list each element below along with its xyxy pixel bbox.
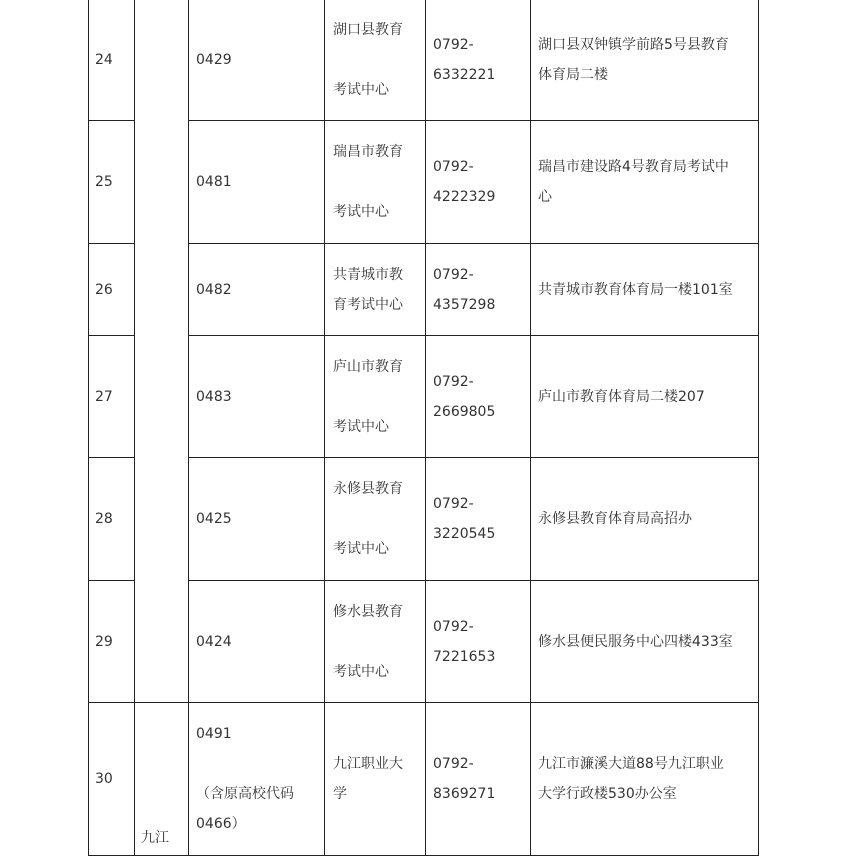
table-row xyxy=(89,336,759,458)
table-row xyxy=(89,121,759,244)
code-cell: 0491 （含原高校代码 0466） xyxy=(189,703,325,856)
exam-center-name: 庐山市教育 考试中心 xyxy=(325,336,426,458)
phone-cell: 0792- 2669805 xyxy=(426,336,531,458)
exam-center-name: 湖口县教育 考试中心 xyxy=(325,0,426,121)
code-cell: 0481 xyxy=(189,121,325,244)
address-cell: 修水县便民服务中心四楼433室 xyxy=(531,581,759,703)
exam-center-name: 共青城市教 育考试中心 xyxy=(325,244,426,336)
row-number: 27 xyxy=(89,336,135,458)
phone-cell: 0792- 3220545 xyxy=(426,458,531,581)
row-number: 24 xyxy=(89,0,135,121)
phone-cell: 0792- 6332221 xyxy=(426,0,531,121)
phone-cell: 0792- 4222329 xyxy=(426,121,531,244)
exam-center-name: 瑞昌市教育 考试中心 xyxy=(325,121,426,244)
row-number: 30 xyxy=(89,703,135,856)
code-cell: 0482 xyxy=(189,244,325,336)
address-cell: 九江市濂溪大道88号九江职业 大学行政楼530办公室 xyxy=(531,703,759,856)
row-number: 28 xyxy=(89,458,135,581)
exam-center-table xyxy=(88,0,759,856)
row-number: 26 xyxy=(89,244,135,336)
address-cell: 永修县教育体育局高招办 xyxy=(531,458,759,581)
address-cell: 共青城市教育体育局一楼101室 xyxy=(531,244,759,336)
code-cell: 0425 xyxy=(189,458,325,581)
city-name: 九江 xyxy=(135,703,189,856)
phone-cell: 0792- 8369271 xyxy=(426,703,531,856)
exam-center-name: 永修县教育 考试中心 xyxy=(325,458,426,581)
row-number: 25 xyxy=(89,121,135,244)
table-row xyxy=(89,0,759,121)
exam-center-name: 九江职业大 学 xyxy=(325,703,426,856)
table-row xyxy=(89,244,759,336)
row-number: 29 xyxy=(89,581,135,703)
table-row xyxy=(89,581,759,703)
city-cell-blank xyxy=(135,0,189,703)
address-cell: 瑞昌市建设路4号教育局考试中 心 xyxy=(531,121,759,244)
code-cell: 0424 xyxy=(189,581,325,703)
address-cell: 湖口县双钟镇学前路5号县教育 体育局二楼 xyxy=(531,0,759,121)
exam-center-name: 修水县教育 考试中心 xyxy=(325,581,426,703)
phone-cell: 0792- 7221653 xyxy=(426,581,531,703)
table-row xyxy=(89,458,759,581)
table-row xyxy=(89,703,759,856)
code-cell: 0483 xyxy=(189,336,325,458)
code-cell: 0429 xyxy=(189,0,325,121)
address-cell: 庐山市教育体育局二楼207 xyxy=(531,336,759,458)
phone-cell: 0792- 4357298 xyxy=(426,244,531,336)
